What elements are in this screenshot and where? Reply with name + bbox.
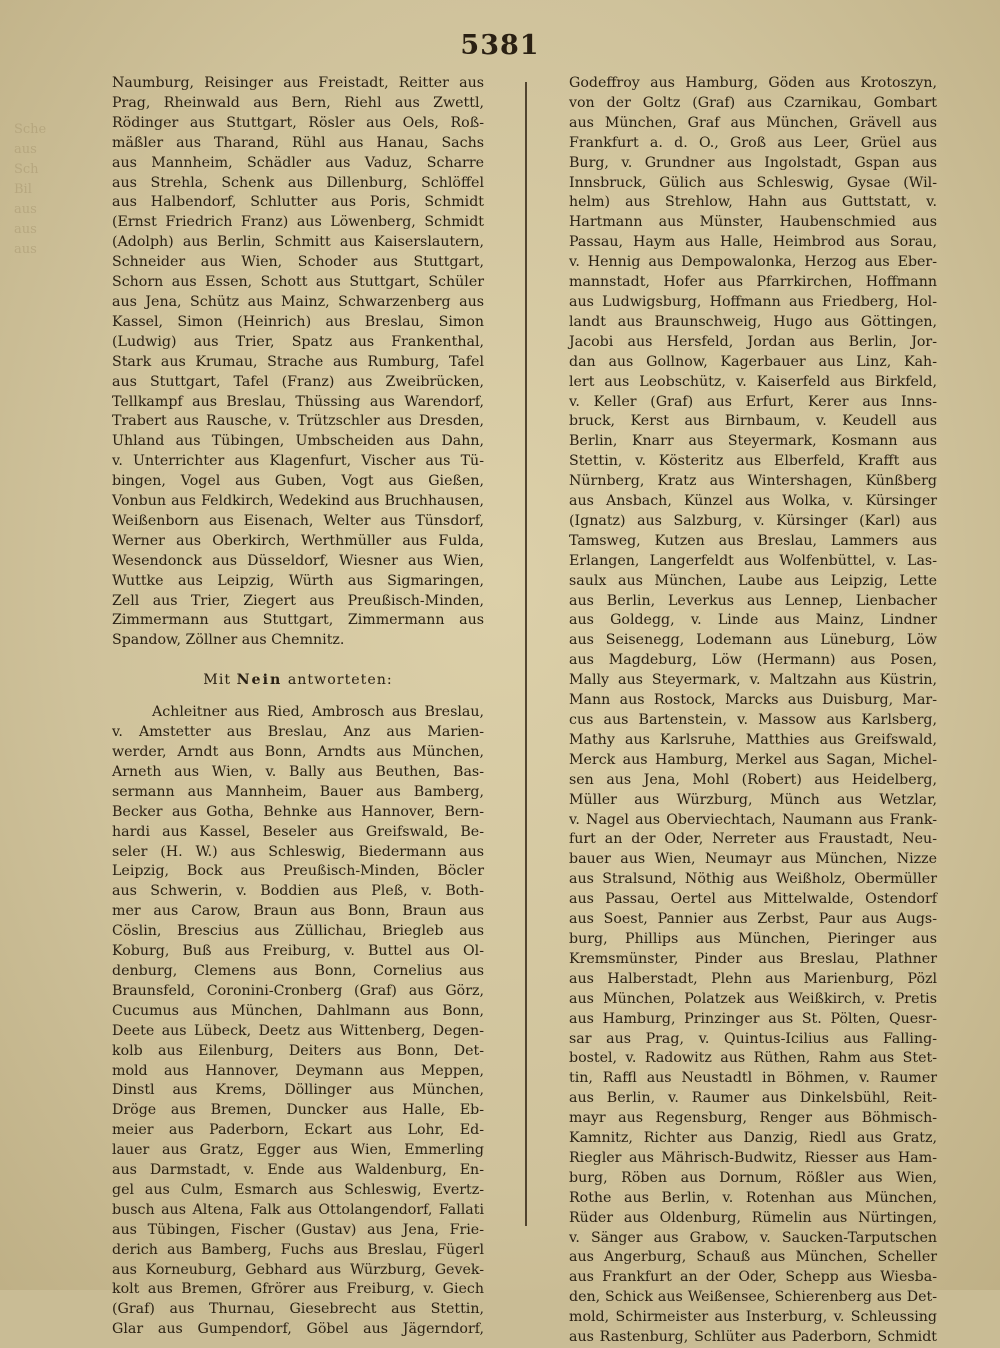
text-line: aus Frankfurt an der Oder, Schepp aus Wiesba- xyxy=(569,1269,937,1286)
text-line: Weißenborn aus Eisenach, Welter aus Tünsdorf, xyxy=(112,512,484,529)
text-line: Mann aus Rostock, Marcks aus Duisburg, Mar- xyxy=(569,692,937,709)
text-line: aus Angerburg, Schauß aus München, Scheller xyxy=(569,1249,937,1266)
text-line: aus Ludwigsburg, Hoffmann aus Friedberg, Hol- xyxy=(569,293,937,310)
text-line: aus Seisenegg, Lodemann aus Lüneburg, Löw xyxy=(569,632,937,649)
bleed-through-word: aus xyxy=(14,242,37,257)
text-line: seler (H. W.) aus Schleswig, Biedermann aus xyxy=(112,843,484,860)
text-line: Berlin, Knarr aus Steyermark, Kosmann aus xyxy=(569,433,937,450)
text-line: v. Nagel aus Oberviechtach, Naumann aus Frank- xyxy=(569,811,937,828)
text-line: sar aus Prag, v. Quintus-Icilius aus Falling- xyxy=(569,1030,937,1047)
bleed-through-word: Sch xyxy=(14,162,39,177)
text-line: tin, Raffl aus Neustadtl in Böhmen, v. Raumer xyxy=(569,1070,937,1087)
text-line: aus Halberstadt, Plehn aus Marienburg, Pözl xyxy=(569,970,937,987)
text-line: v. Sänger aus Grabow, v. Saucken-Tarputschen xyxy=(569,1229,937,1246)
text-line: Merck aus Hamburg, Merkel aus Sagan, Michel- xyxy=(569,751,937,768)
text-line: (Ignatz) aus Salzburg, v. Kürsinger (Karl) aus xyxy=(569,512,937,529)
text-line: Kremsmünster, Pinder aus Breslau, Plathner xyxy=(569,950,937,967)
bleed-through-word: aus xyxy=(14,202,37,217)
text-line: Tamsweg, Kutzen aus Breslau, Lammers aus xyxy=(569,532,937,549)
text-line: aus München, Polatzek aus Weißkirch, v. Pretis xyxy=(569,990,937,1007)
text-line: Tellkampf aus Breslau, Thüssing aus Warendorf, xyxy=(112,393,484,410)
text-line: aus München, Graf aus München, Grävell aus xyxy=(569,114,937,131)
text-line: Prag, Rheinwald aus Bern, Riehl aus Zwettl, xyxy=(112,94,484,111)
text-line: Rüder aus Oldenburg, Rümelin aus Nürtingen, xyxy=(569,1209,937,1226)
text-line: Cucumus aus München, Dahlmann aus Bonn, xyxy=(112,1002,484,1019)
section-heading xyxy=(112,671,484,691)
text-line: aus Ansbach, Künzel aus Wolka, v. Kürsinger xyxy=(569,493,937,510)
text-line: aus Jena, Schütz aus Mainz, Schwarzenberg aus xyxy=(112,293,484,310)
text-line: Müller aus Würzburg, Münch aus Wetzlar, xyxy=(569,791,937,808)
text-line: burg, Phillips aus München, Pieringer aus xyxy=(569,930,937,947)
heading-suffix: antworteten: xyxy=(287,672,393,689)
text-line: mannstadt, Hofer aus Pfarrkirchen, Hoffmann xyxy=(569,274,937,291)
text-line: denburg, Clemens aus Bonn, Cornelius aus xyxy=(112,962,484,979)
text-line: Godeffroy aus Hamburg, Göden aus Krotoszyn, xyxy=(569,75,937,91)
text-line: Stettin, v. Kösteritz aus Elberfeld, Krafft aus xyxy=(569,453,937,470)
text-line: Frankfurt a. d. O., Groß aus Leer, Grüel aus xyxy=(569,134,937,151)
text-line: Dinstl aus Krems, Döllinger aus München, xyxy=(112,1082,484,1099)
text-line: gel aus Culm, Esmarch aus Schleswig, Evertz- xyxy=(112,1181,484,1198)
text-line: Zell aus Trier, Ziegert aus Preußisch-Minden, xyxy=(112,592,484,609)
text-line: Glar aus Gumpendorf, Göbel aus Jägerndorf, xyxy=(112,1321,484,1338)
text-line: Stark aus Krumau, Strache aus Rumburg, Tafel xyxy=(112,353,484,370)
text-line: aus Halbendorf, Schlutter aus Poris, Schmidt xyxy=(112,194,484,211)
right-column-text xyxy=(569,74,937,1348)
text-line: (Graf) aus Thurnau, Giesebrecht aus Stettin, xyxy=(112,1301,484,1318)
text-line: aus Berlin, v. Raumer aus Dinkelsbühl, Reit- xyxy=(569,1090,937,1107)
text-line: meier aus Paderborn, Eckart aus Lohr, Ed- xyxy=(112,1122,484,1139)
text-line: Nürnberg, Kratz aus Wintershagen, Künßberg xyxy=(569,473,937,490)
text-line: Uhland aus Tübingen, Umbscheiden aus Dahn, xyxy=(112,433,484,450)
text-line: furt an der Oder, Nerreter aus Fraustadt, Neu- xyxy=(569,831,937,848)
text-line: aus Hamburg, Prinzinger aus St. Pölten, Quesr- xyxy=(569,1010,937,1027)
text-line: Wuttke aus Leipzig, Würth aus Sigmaringen, xyxy=(112,572,484,589)
left-column-after-heading xyxy=(112,703,484,1340)
text-line: Becker aus Gotha, Behnke aus Hannover, Bern- xyxy=(112,803,484,820)
text-line: Spandow, Zöllner aus Chemnitz. xyxy=(112,632,345,649)
text-line: v. Hennig aus Dempowalonka, Herzog aus Eber- xyxy=(569,254,937,271)
text-line: Braunsfeld, Coronini-Cronberg (Graf) aus Görz, xyxy=(112,982,484,999)
text-line: cus aus Bartenstein, v. Massow aus Karlsberg, xyxy=(569,712,937,728)
text-line: bauer aus Wien, Neumayr aus München, Nizze xyxy=(569,851,937,868)
text-line: v. Unterrichter aus Klagenfurt, Vischer aus Tü- xyxy=(112,453,484,470)
text-line: Achleitner aus Ried, Ambrosch aus Breslau, xyxy=(152,704,484,721)
text-line: Schneider aus Wien, Schoder aus Stuttgart, xyxy=(112,254,484,271)
text-line: Innsbruck, Gülich aus Schleswig, Gysae (Wil- xyxy=(569,174,937,191)
text-line: landt aus Braunschweig, Hugo aus Göttingen, xyxy=(569,313,937,330)
text-line: Mathy aus Karlsruhe, Matthies aus Greifswald, xyxy=(569,731,937,748)
text-line: Kamnitz, Richter aus Danzig, Riedl aus Gratz, xyxy=(569,1130,937,1147)
bleed-through-word: Sche xyxy=(14,122,47,137)
text-line: Burg, v. Grundner aus Ingolstadt, Gspan aus xyxy=(569,154,937,171)
page-number: 5381 xyxy=(460,30,540,61)
text-line: aus Strehla, Schenk aus Dillenburg, Schlöffel xyxy=(112,174,484,191)
bleed-through-word: aus xyxy=(14,142,37,157)
right-column xyxy=(569,74,937,1348)
text-line: Jacobi aus Hersfeld, Jordan aus Berlin, Jor- xyxy=(569,333,937,350)
left-column-before-heading xyxy=(112,74,484,651)
text-line: mäßler aus Tharand, Rühl aus Hanau, Sachs xyxy=(112,134,484,151)
text-line: saulx aus München, Laube aus Leipzig, Lette xyxy=(569,572,937,589)
text-line: derich aus Bamberg, Fuchs aus Breslau, Fügerl xyxy=(112,1241,484,1258)
text-line: aus Berlin, Leverkus aus Lennep, Lienbacher xyxy=(569,592,937,609)
heading-prefix: Mit xyxy=(203,672,232,689)
text-line: Koburg, Buß aus Freiburg, v. Buttel aus Ol- xyxy=(112,943,484,960)
text-line: Vonbun aus Feldkirch, Wedekind aus Bruchhausen, xyxy=(112,493,484,510)
text-line: Deete aus Lübeck, Deetz aus Wittenberg, Degen- xyxy=(112,1022,484,1039)
text-line: bruck, Kerst aus Birnbaum, v. Keudell aus xyxy=(569,413,937,430)
bleed-through-word: Bil xyxy=(14,182,32,197)
text-line: Leipzig, Bock aus Preußisch-Minden, Böcler xyxy=(112,863,484,880)
text-line: lauer aus Gratz, Egger aus Wien, Emmerling xyxy=(112,1142,484,1159)
text-line: aus Magdeburg, Löw (Hermann) aus Posen, xyxy=(569,652,937,669)
text-line: aus Schwerin, v. Boddien aus Pleß, v. Both- xyxy=(112,883,484,900)
text-line: mold, Schirmeister aus Insterburg, v. Schleussing xyxy=(569,1309,937,1326)
text-line: Riegler aus Mährisch-Budwitz, Riesser aus Ham- xyxy=(569,1149,937,1166)
text-line: sermann aus Mannheim, Bauer aus Bamberg, xyxy=(112,783,484,800)
text-line: (Adolph) aus Berlin, Schmitt aus Kaiserslautern, xyxy=(112,234,484,251)
text-line: bostel, v. Radowitz aus Rüthen, Rahm aus Stet- xyxy=(569,1050,937,1067)
text-line: den, Schick aus Weißensee, Schierenberg aus Det- xyxy=(569,1289,937,1306)
text-line: aus Mannheim, Schädler aus Vaduz, Scharre xyxy=(112,154,484,171)
text-line: mold aus Hannover, Deymann aus Meppen, xyxy=(112,1062,484,1079)
text-line: aus Korneuburg, Gebhard aus Würzburg, Gevek- xyxy=(112,1261,484,1278)
text-line: v. Amstetter aus Breslau, Anz aus Marien- xyxy=(112,724,484,741)
text-line: busch aus Altena, Falk aus Ottolangendorf, Fallati xyxy=(112,1201,484,1218)
text-line: kolt aus Bremen, Gfrörer aus Freiburg, v. Giech xyxy=(112,1281,484,1298)
text-line: Dröge aus Bremen, Duncker aus Halle, Eb- xyxy=(112,1102,484,1119)
text-line: dan aus Gollnow, Kagerbauer aus Linz, Kah- xyxy=(569,353,937,370)
text-line: aus Passau, Oertel aus Mittelwalde, Ostendorf xyxy=(569,891,937,908)
text-line: aus Rastenburg, Schlüter aus Paderborn, Schmidt xyxy=(569,1329,937,1346)
text-line: aus Stuttgart, Tafel (Franz) aus Zweibrücken, xyxy=(112,373,484,390)
text-line: Passau, Haym aus Halle, Heimbrod aus Sorau, xyxy=(569,234,937,251)
column-divider xyxy=(525,82,527,1226)
text-line: Schorn aus Essen, Schott aus Stuttgart, Schüler xyxy=(112,274,484,291)
text-line: aus Soest, Pannier aus Zerbst, Paur aus Augs- xyxy=(569,911,937,928)
bleed-through-text xyxy=(14,120,94,260)
text-line: Cöslin, Brescius aus Züllichau, Briegleb aus xyxy=(112,923,484,940)
text-line: sen aus Jena, Mohl (Robert) aus Heidelberg, xyxy=(569,771,937,788)
text-line: Rothe aus Berlin, v. Rotenhan aus München, xyxy=(569,1189,937,1206)
heading-bold-word: Nein xyxy=(236,672,283,689)
text-line: Trabert aus Rausche, v. Trützschler aus Dresden, xyxy=(112,413,484,430)
text-line: aus Stralsund, Nöthig aus Weißholz, Obermüller xyxy=(569,871,937,888)
text-line: Kassel, Simon (Heinrich) aus Breslau, Simon xyxy=(112,313,484,330)
text-line: Hartmann aus Münster, Haubenschmied aus xyxy=(569,214,937,231)
text-line: Zimmermann aus Stuttgart, Zimmermann aus xyxy=(112,612,484,629)
text-line: Werner aus Oberkirch, Werthmüller aus Fulda, xyxy=(112,532,484,549)
text-line: aus Tübingen, Fischer (Gustav) aus Jena, Frie- xyxy=(112,1221,484,1238)
text-line: hardi aus Kassel, Beseler aus Greifswald, Be- xyxy=(112,823,484,840)
text-line: werder, Arndt aus Bonn, Arndts aus München, xyxy=(112,744,484,760)
text-line: von der Goltz (Graf) aus Czarnikau, Gombart xyxy=(569,94,937,111)
text-line: aus Darmstadt, v. Ende aus Waldenburg, En- xyxy=(112,1162,484,1179)
text-line: aus Goldegg, v. Linde aus Mainz, Lindner xyxy=(569,612,937,629)
text-line: Naumburg, Reisinger aus Freistadt, Reitter aus xyxy=(112,75,484,91)
bleed-through-word: aus xyxy=(14,222,37,237)
text-line: v. Keller (Graf) aus Erfurt, Kerer aus Inns- xyxy=(569,393,937,410)
text-line: mayr aus Regensburg, Renger aus Böhmisch- xyxy=(569,1110,937,1127)
text-line: mer aus Carow, Braun aus Bonn, Braun aus xyxy=(112,903,484,920)
text-line: Wesendonck aus Düsseldorf, Wiesner aus Wien, xyxy=(112,552,484,569)
text-line: bingen, Vogel aus Guben, Vogt aus Gießen, xyxy=(112,473,484,490)
left-column xyxy=(112,74,484,1340)
text-line: kolb aus Eilenburg, Deiters aus Bonn, Det- xyxy=(112,1042,484,1059)
text-line: burg, Röben aus Dornum, Rößler aus Wien, xyxy=(569,1169,937,1186)
text-line: (Ludwig) aus Trier, Spatz aus Frankenthal, xyxy=(112,333,484,350)
text-line: Erlangen, Langerfeldt aus Wolfenbüttel, v. Las- xyxy=(569,552,937,569)
text-line: helm) aus Strehlow, Hahn aus Guttstatt, v. xyxy=(569,194,937,211)
text-line: lert aus Leobschütz, v. Kaiserfeld aus Birkfeld, xyxy=(569,373,937,390)
text-line: Rödinger aus Stuttgart, Rösler aus Oels, Roß- xyxy=(112,114,484,131)
text-line: Arneth aus Wien, v. Bally aus Beuthen, Bas- xyxy=(112,763,484,780)
text-line: Mally aus Steyermark, v. Maltzahn aus Küstrin, xyxy=(569,672,937,689)
text-line: (Ernst Friedrich Franz) aus Löwenberg, Schmidt xyxy=(112,214,484,231)
